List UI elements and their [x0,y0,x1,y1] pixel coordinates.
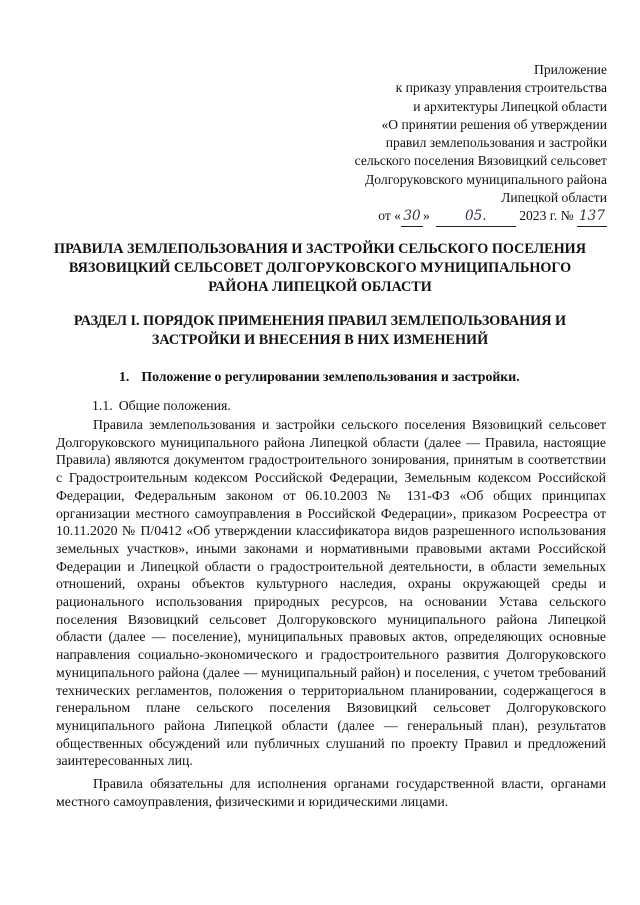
appendix-line: Липецкой области [501,190,607,206]
order-date-number-line [287,207,607,226]
clause-title: Общие положения. [118,398,231,413]
date-close-quote: » [422,208,430,224]
appendix-line: к приказу управления строительства [395,80,607,96]
document-title: ПРАВИЛА ЗЕМЛЕПОЛЬЗОВАНИЯ И ЗАСТРОЙКИ СЕЛЬСКОГО ПОСЕЛЕНИЯ ВЯЗОВИЦКИЙ СЕЛЬСОВЕТ ДОЛГОРУКОВСКОГО МУНИЦИПАЛЬНОГО РАЙОНА ЛИПЕЦКОЙ ОБЛАСТИ [54,241,586,295]
subsection-number: 1. [119,369,130,384]
subsection-heading [119,369,520,385]
appendix-line: Долгоруковского муниципального района [365,171,607,187]
handwritten-month: 05. [436,207,516,226]
year-and-number-label: 2023 г. № [519,208,574,224]
body-text [56,416,606,810]
appendix-line: «О принятии решения об утверждении [381,116,607,132]
body-paragraph: Правила обязательны для исполнения органами государственной власти, органами местного самоуправления, физическими и юридическими лицами. [56,776,606,809]
section-heading: РАЗДЕЛ I. ПОРЯДОК ПРИМЕНЕНИЯ ПРАВИЛ ЗЕМЛЕПОЛЬЗОВАНИЯ И ЗАСТРОЙКИ И ВНЕСЕНИЯ В НИХ ИЗМЕНЕНИЙ [73,313,567,348]
appendix-line: Приложение [534,62,607,77]
subsection-title: Положение о регулировании землепользования и застройки. [141,369,520,384]
clause-number: 1.1. [92,398,113,413]
handwritten-day: 30 [401,207,423,226]
body-paragraph: Правила землепользования и застройки сельского поселения Вязовицкий сельсовет Долгоруковского муниципального района Липецкой области (далее — Правила, настоящие Правила) являются документом градостроительного зонирования, принятым в соответствии с Градостроительным кодексом Российской Федерации, Земельным кодексом Российской Федерации, Федеральным законом от 06.10.2003 № 131-ФЗ «Об общих принципах организации местного самоуправления в Российской Федерации», приказом Росреестра от 10.11.2020 № П/0412 «Об утверждении классификатора видов разрешенного использования земельных участков», иными законами и нормативными правовыми актами Российской Федерации и Липецкой области о градостроительной деятельности, в области земельных отношений, охраны объектов культурного наследия, охраны окружающей среды и рационального использования природных ресурсов, на основании Устава сельского поселения Вязовицкий сельсовет Долгоруковского муниципального района Липецкой области (далее — поселение), муниципальных правовых актов, определяющих основные направления социально-экономического и градостроительного развития Долгоруковского муниципального района (далее — муниципальный район) и поселения, с учетом требований технических регламентов, положения о территориальном планировании, содержащегося в генеральном плане сельского поселения Вязовицкий сельсовет Долгоруковского муниципального района Липецкой области (далее — генеральный план), результатов общественных обсуждений или публичных слушаний по проекту Правил и предложений заинтересованных лиц. [56,417,606,769]
appendix-header [287,61,607,227]
appendix-line: и архитектуры Липецкой области [413,98,607,114]
handwritten-order-number: 137 [577,207,607,226]
date-prefix: от « [378,208,401,224]
appendix-line: правил землепользования и застройки [385,135,607,151]
appendix-line: сельского поселения Вязовицкий сельсовет [354,153,607,169]
clause-heading [92,398,231,414]
